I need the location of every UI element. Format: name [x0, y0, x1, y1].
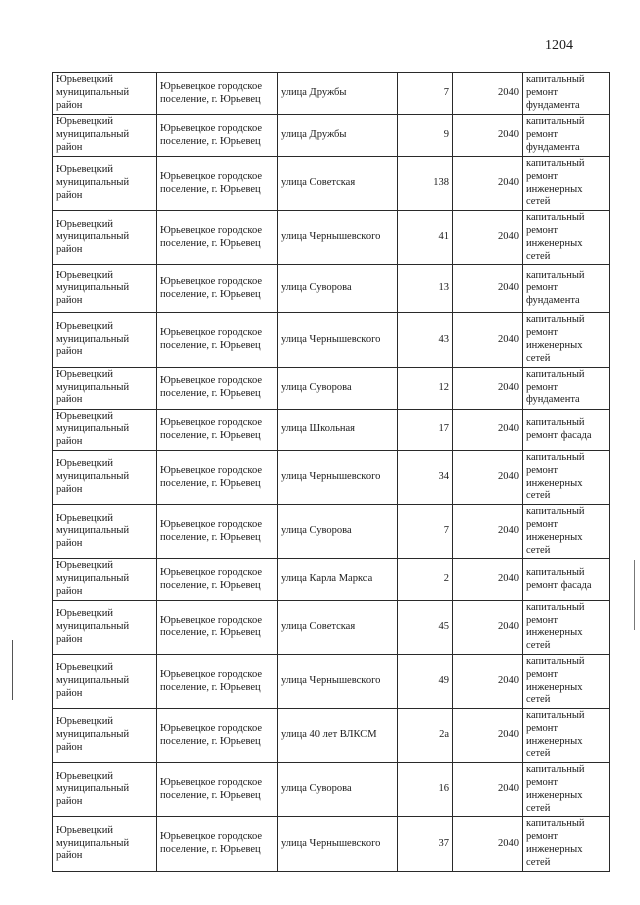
- house-number-cell: 7: [398, 505, 453, 559]
- district-cell: Юрьевецкий муниципальный район: [53, 73, 157, 115]
- settlement-cell: Юрьевецкое городское поселение, г. Юрьевец: [157, 763, 278, 817]
- scan-edge-mark: [634, 560, 635, 630]
- street-cell: улица Суворова: [278, 265, 398, 313]
- district-cell: Юрьевецкий муниципальный район: [53, 559, 157, 600]
- house-number-cell: 37: [398, 817, 453, 871]
- work-type-cell: капитальный ремонт инженерных сетей: [523, 600, 610, 654]
- street-cell: улица Дружбы: [278, 73, 398, 115]
- settlement-cell: Юрьевецкое городское поселение, г. Юрьевец: [157, 450, 278, 504]
- street-cell: улица Суворова: [278, 505, 398, 559]
- house-number-cell: 138: [398, 157, 453, 211]
- house-number-cell: 17: [398, 409, 453, 450]
- scan-edge-mark: [12, 640, 13, 700]
- table-row: [53, 709, 610, 763]
- settlement-cell: Юрьевецкое городское поселение, г. Юрьевец: [157, 265, 278, 313]
- settlement-cell: Юрьевецкое городское поселение, г. Юрьевец: [157, 73, 278, 115]
- settlement-cell: Юрьевецкое городское поселение, г. Юрьевец: [157, 313, 278, 367]
- house-number-cell: 13: [398, 265, 453, 313]
- table-row: [53, 450, 610, 504]
- planned-year-cell: 2040: [453, 265, 523, 313]
- street-cell: улица Советская: [278, 600, 398, 654]
- settlement-cell: Юрьевецкое городское поселение, г. Юрьевец: [157, 211, 278, 265]
- work-type-cell: капитальный ремонт инженерных сетей: [523, 654, 610, 708]
- work-type-cell: капитальный ремонт инженерных сетей: [523, 313, 610, 367]
- table-row: [53, 817, 610, 871]
- table-row: [53, 559, 610, 600]
- page-number: 1204: [545, 38, 573, 53]
- house-number-cell: 7: [398, 73, 453, 115]
- planned-year-cell: 2040: [453, 115, 523, 157]
- work-type-cell: капитальный ремонт фасада: [523, 559, 610, 600]
- planned-year-cell: 2040: [453, 157, 523, 211]
- work-type-cell: капитальный ремонт фундамента: [523, 115, 610, 157]
- district-cell: Юрьевецкий муниципальный район: [53, 450, 157, 504]
- settlement-cell: Юрьевецкое городское поселение, г. Юрьевец: [157, 654, 278, 708]
- planned-year-cell: 2040: [453, 654, 523, 708]
- street-cell: улица Чернышевского: [278, 211, 398, 265]
- district-cell: Юрьевецкий муниципальный район: [53, 654, 157, 708]
- district-cell: Юрьевецкий муниципальный район: [53, 817, 157, 871]
- planned-year-cell: 2040: [453, 709, 523, 763]
- planned-year-cell: 2040: [453, 367, 523, 409]
- district-cell: Юрьевецкий муниципальный район: [53, 409, 157, 450]
- table-row: [53, 265, 610, 313]
- table-row: [53, 115, 610, 157]
- work-type-cell: капитальный ремонт инженерных сетей: [523, 505, 610, 559]
- house-number-cell: 45: [398, 600, 453, 654]
- house-number-cell: 16: [398, 763, 453, 817]
- house-number-cell: 2: [398, 559, 453, 600]
- house-number-cell: 34: [398, 450, 453, 504]
- planned-year-cell: 2040: [453, 313, 523, 367]
- district-cell: Юрьевецкий муниципальный район: [53, 265, 157, 313]
- district-cell: Юрьевецкий муниципальный район: [53, 115, 157, 157]
- settlement-cell: Юрьевецкое городское поселение, г. Юрьевец: [157, 157, 278, 211]
- district-cell: Юрьевецкий муниципальный район: [53, 763, 157, 817]
- settlement-cell: Юрьевецкое городское поселение, г. Юрьевец: [157, 367, 278, 409]
- table-row: [53, 600, 610, 654]
- work-type-cell: капитальный ремонт инженерных сетей: [523, 817, 610, 871]
- planned-year-cell: 2040: [453, 505, 523, 559]
- work-type-cell: капитальный ремонт фасада: [523, 409, 610, 450]
- table-row: [53, 313, 610, 367]
- street-cell: улица Школьная: [278, 409, 398, 450]
- street-cell: улица 40 лет ВЛКСМ: [278, 709, 398, 763]
- house-number-cell: 12: [398, 367, 453, 409]
- house-number-cell: 9: [398, 115, 453, 157]
- district-cell: Юрьевецкий муниципальный район: [53, 313, 157, 367]
- district-cell: Юрьевецкий муниципальный район: [53, 367, 157, 409]
- settlement-cell: Юрьевецкое городское поселение, г. Юрьевец: [157, 559, 278, 600]
- table-row: [53, 763, 610, 817]
- work-type-cell: капитальный ремонт инженерных сетей: [523, 709, 610, 763]
- house-number-cell: 2а: [398, 709, 453, 763]
- district-cell: Юрьевецкий муниципальный район: [53, 600, 157, 654]
- planned-year-cell: 2040: [453, 211, 523, 265]
- street-cell: улица Чернышевского: [278, 817, 398, 871]
- settlement-cell: Юрьевецкое городское поселение, г. Юрьевец: [157, 817, 278, 871]
- work-type-cell: капитальный ремонт фундамента: [523, 73, 610, 115]
- work-type-cell: капитальный ремонт инженерных сетей: [523, 211, 610, 265]
- district-cell: Юрьевецкий муниципальный район: [53, 157, 157, 211]
- street-cell: улица Чернышевского: [278, 654, 398, 708]
- work-type-cell: капитальный ремонт фундамента: [523, 367, 610, 409]
- work-type-cell: капитальный ремонт инженерных сетей: [523, 763, 610, 817]
- settlement-cell: Юрьевецкое городское поселение, г. Юрьевец: [157, 115, 278, 157]
- table-row: [53, 409, 610, 450]
- house-number-cell: 43: [398, 313, 453, 367]
- street-cell: улица Суворова: [278, 367, 398, 409]
- street-cell: улица Дружбы: [278, 115, 398, 157]
- street-cell: улица Чернышевского: [278, 313, 398, 367]
- planned-year-cell: 2040: [453, 817, 523, 871]
- street-cell: улица Чернышевского: [278, 450, 398, 504]
- table-row: [53, 157, 610, 211]
- street-cell: улица Советская: [278, 157, 398, 211]
- district-cell: Юрьевецкий муниципальный район: [53, 211, 157, 265]
- settlement-cell: Юрьевецкое городское поселение, г. Юрьевец: [157, 505, 278, 559]
- district-cell: Юрьевецкий муниципальный район: [53, 505, 157, 559]
- planned-year-cell: 2040: [453, 450, 523, 504]
- work-type-cell: капитальный ремонт инженерных сетей: [523, 450, 610, 504]
- table-row: [53, 367, 610, 409]
- work-type-cell: капитальный ремонт фундамента: [523, 265, 610, 313]
- street-cell: улица Суворова: [278, 763, 398, 817]
- planned-year-cell: 2040: [453, 559, 523, 600]
- house-number-cell: 49: [398, 654, 453, 708]
- settlement-cell: Юрьевецкое городское поселение, г. Юрьевец: [157, 600, 278, 654]
- street-cell: улица Карла Маркса: [278, 559, 398, 600]
- table-row: [53, 73, 610, 115]
- planned-year-cell: 2040: [453, 409, 523, 450]
- planned-year-cell: 2040: [453, 600, 523, 654]
- work-type-cell: капитальный ремонт инженерных сетей: [523, 157, 610, 211]
- table-row: [53, 505, 610, 559]
- table-row: [53, 211, 610, 265]
- district-cell: Юрьевецкий муниципальный район: [53, 709, 157, 763]
- planned-year-cell: 2040: [453, 73, 523, 115]
- settlement-cell: Юрьевецкое городское поселение, г. Юрьевец: [157, 709, 278, 763]
- settlement-cell: Юрьевецкое городское поселение, г. Юрьевец: [157, 409, 278, 450]
- table-row: [53, 654, 610, 708]
- planned-year-cell: 2040: [453, 763, 523, 817]
- house-number-cell: 41: [398, 211, 453, 265]
- repair-schedule-table: [52, 72, 610, 872]
